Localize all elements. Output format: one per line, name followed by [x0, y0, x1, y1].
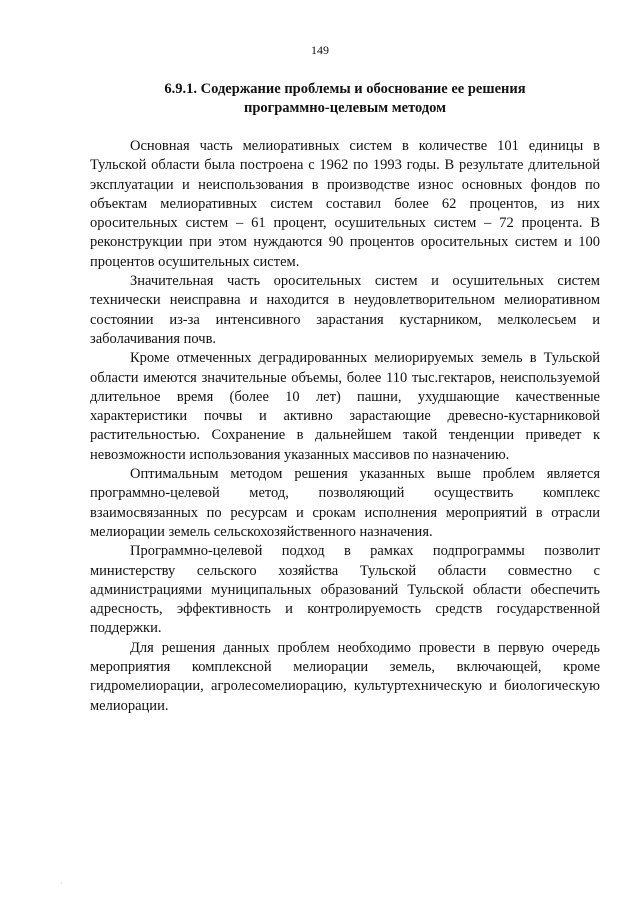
- paragraph: Значительная часть оросительных систем и осушительных систем технически неисправна и находится в неудовлетворительном мелиоративном состоянии из-за интенсивного зарастания кустарником, мелколесьем и заболачивания почв.: [90, 273, 600, 347]
- heading-line-1: 6.9.1. Содержание проблемы и обоснование ее решения: [164, 81, 526, 97]
- paragraph: Оптимальным методом решения указанных выше проблем является программно-целевой метод, позволяющий осуществить комплекс взаимосвязанных по ресурсам и срокам исполнения мероприятий в отрасли мелиорации земель сельскохозяйственного назначения.: [90, 466, 600, 540]
- section-heading: [90, 80, 600, 118]
- scan-artifact: ·: [60, 879, 63, 888]
- paragraph: Кроме отмеченных деградированных мелиорируемых земель в Тульской области имеются значительные объемы, более 110 тыс.гектаров, неиспользуемой длительное время (более 10 лет) пашни, ухудшающие качественные характеристики почвы и активно зарастающие древесно-кустарниковой растительностью. Сохранение в дальнейшем такой тенденции приведет к невозможности использования указанных массивов по назначению.: [90, 350, 600, 463]
- paragraph: Для решения данных проблем необходимо провести в первую очередь мероприятия комплексной мелиорации земель, включающей, кроме гидромелиорации, агролесомелиорацию, культуртехническую и биологическую мелиорации.: [90, 639, 600, 714]
- page-number: 149: [311, 43, 329, 57]
- paragraph: Программно-целевой подход в рамках подпрограммы позволит министерству сельского хозяйства Тульской области совместно с администрациями муниципальных образований Тульской области обеспечить адресность, эффективность и контролируемость средств государственной поддержки.: [90, 543, 600, 637]
- paragraph: Основная часть мелиоративных систем в количестве 101 единицы в Тульской области была построена с 1962 по 1993 годы. В результате длительной эксплуатации и неиспользования в производстве износ основных фондов по объектам мелиоративных систем составил более 62 процентов, из них оросительных систем – 61 процент, осушительных систем – 72 процента. В реконструкции при этом нуждаются 90 процентов оросительных систем и 100 процентов осушительных систем.: [90, 138, 600, 270]
- body-text: [90, 137, 600, 716]
- heading-line-2: программно-целевым методом: [243, 100, 447, 116]
